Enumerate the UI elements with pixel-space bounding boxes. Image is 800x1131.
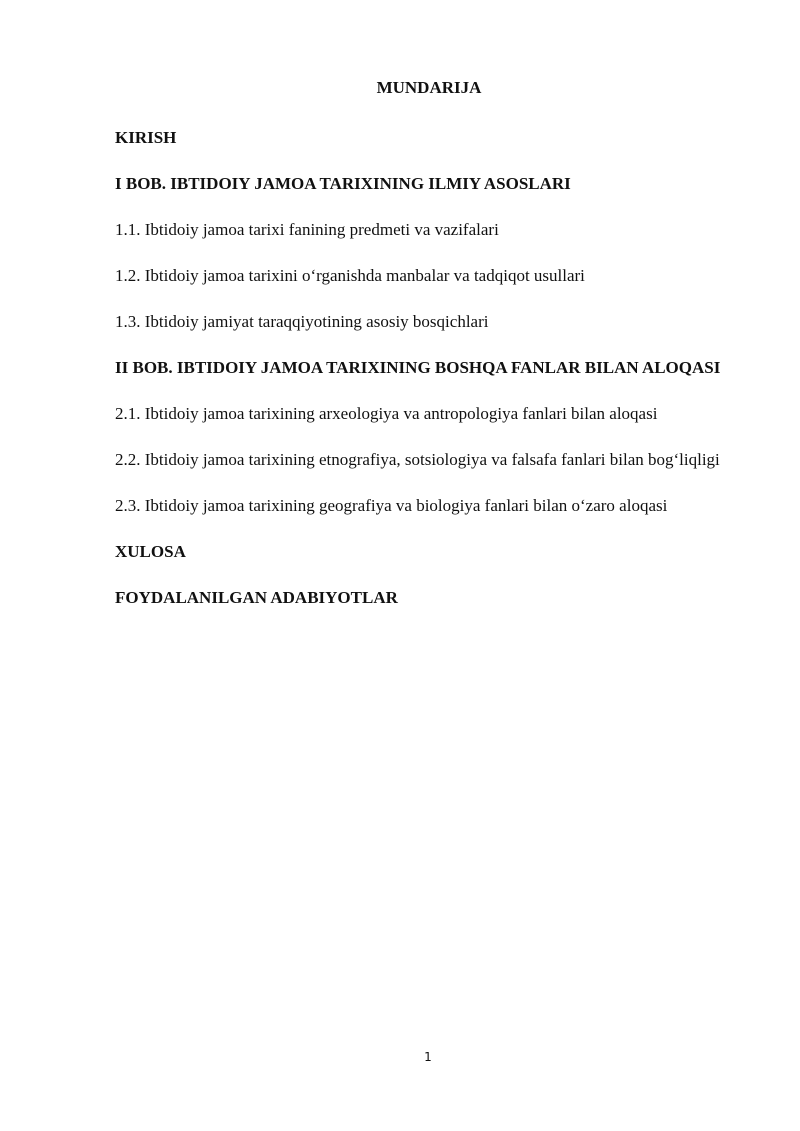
table-of-contents xyxy=(115,76,743,628)
toc-entry-section-1-2: 1.2. Ibtidoiy jamoa tarixini o‘rganishda manbalar va tadqiqot usullari xyxy=(115,266,585,285)
toc-entry-chapter-1: I BOB. IBTIDOIY JAMOA TARIXINING ILMIY ASOSLARI xyxy=(115,174,571,193)
toc-entry-section-1-1: 1.1. Ibtidoiy jamoa tarixi fanining predmeti va vazifalari xyxy=(115,220,499,239)
toc-entry-introduction: KIRISH xyxy=(115,128,177,147)
page-number: 1 xyxy=(424,1050,432,1064)
toc-entry-section-2-1: 2.1. Ibtidoiy jamoa tarixining arxeologiya va antropologiya fanlari bilan aloqasi xyxy=(115,404,658,423)
page-title: MUNDARIJA xyxy=(376,78,482,97)
toc-entry-conclusion: XULOSA xyxy=(115,542,186,561)
toc-entry-references: FOYDALANILGAN ADABIYOTLAR xyxy=(115,588,398,607)
toc-entry-section-1-3: 1.3. Ibtidoiy jamiyat taraqqiyotining asosiy bosqichlari xyxy=(115,312,489,331)
toc-entry-section-2-2: 2.2. Ibtidoiy jamoa tarixining etnografiya, sotsiologiya va falsafa fanlari bilan bog‘liqligi xyxy=(115,450,720,469)
toc-entry-section-2-3: 2.3. Ibtidoiy jamoa tarixining geografiya va biologiya fanlari bilan o‘zaro aloqasi xyxy=(115,496,668,515)
toc-entry-chapter-2: II BOB. IBTIDOIY JAMOA TARIXINING BOSHQA FANLAR BILAN ALOQASI xyxy=(115,358,721,377)
